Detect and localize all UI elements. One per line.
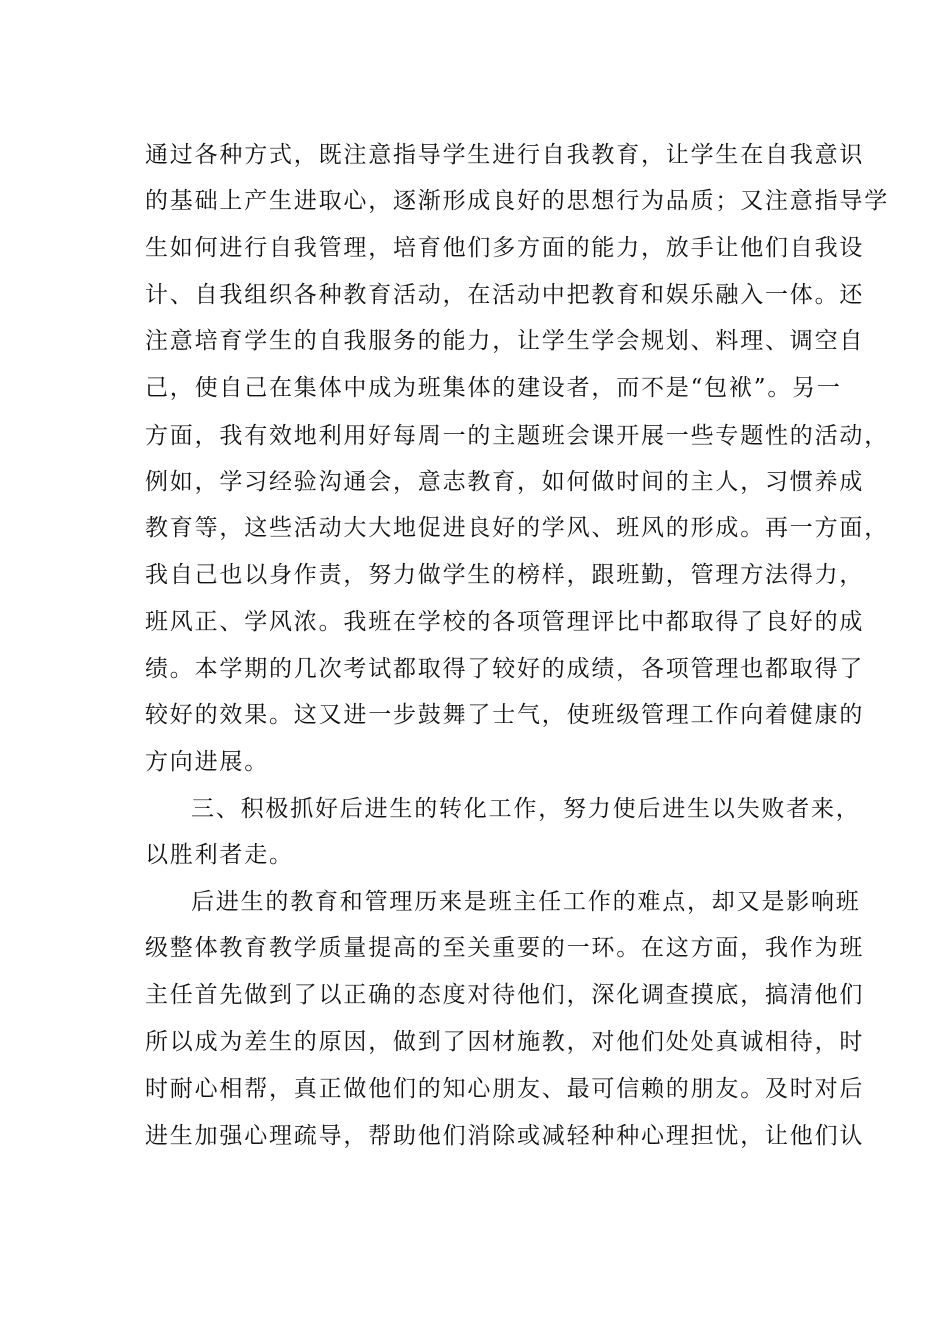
text-line: 主任首先做到了以正确的态度对待他们，深化调查摸底，搞清他们: [145, 982, 865, 1008]
text-line: 计、自我组织各种教育活动，在活动中把教育和娱乐融入一体。还: [145, 282, 865, 308]
text-line: 进生加强心理疏导，帮助他们消除或减轻种种心理担忧，让他们认: [145, 1123, 865, 1149]
text-line: 例如，学习经验沟通会，意志教育，如何做时间的主人，习惯养成: [145, 469, 865, 495]
text-line: 教育等，这些活动大大地促进良好的学风、班风的形成。再一方面，: [145, 515, 889, 541]
text-line: 时耐心相帮，真正做他们的知心朋友、最可信赖的朋友。及时对后: [145, 1076, 865, 1102]
text-line: 我自己也以身作责，努力做学生的榜样，跟班勤，管理方法得力，: [145, 562, 865, 588]
text-line: 绩。本学期的几次考试都取得了较好的成绩，各项管理也都取得了: [145, 656, 865, 682]
text-line: 所以成为差生的原因，做到了因材施教，对他们处处真诚相待，时: [145, 1029, 865, 1055]
text-line: 的基础上产生进取心，逐渐形成良好的思想行为品质；又注意指导学: [145, 188, 889, 214]
text-line: 通过各种方式，既注意指导学生进行自我教育，让学生在自我意识: [145, 142, 865, 168]
paragraph-start: 后进生的教育和管理历来是班主任工作的难点，却又是影响班: [191, 889, 861, 915]
text-line: 方向进展。: [145, 749, 269, 775]
section-heading: 三、积极抓好后进生的转化工作，努力使后进生以失败者来，: [191, 796, 861, 822]
text-line: 生如何进行自我管理，培育他们多方面的能力，放手让他们自我设: [145, 235, 865, 261]
text-line: 较好的效果。这又进一步鼓舞了士气，使班级管理工作向着健康的: [145, 702, 865, 728]
text-line: 班风正、学风浓。我班在学校的各项管理评比中都取得了良好的成: [145, 609, 865, 635]
text-line: 注意培育学生的自我服务的能力，让学生学会规划、料理、调空自: [145, 328, 865, 354]
text-line: 方面，我有效地利用好每周一的主题班会课开展一些专题性的活动，: [145, 423, 889, 449]
section-heading-continuation: 以胜利者走。: [145, 842, 294, 868]
text-line: 己，使自己在集体中成为班集体的建设者，而不是“包袱”。另一: [145, 375, 842, 401]
text-line: 级整体教育教学质量提高的至关重要的一环。在这方面，我作为班: [145, 935, 865, 961]
